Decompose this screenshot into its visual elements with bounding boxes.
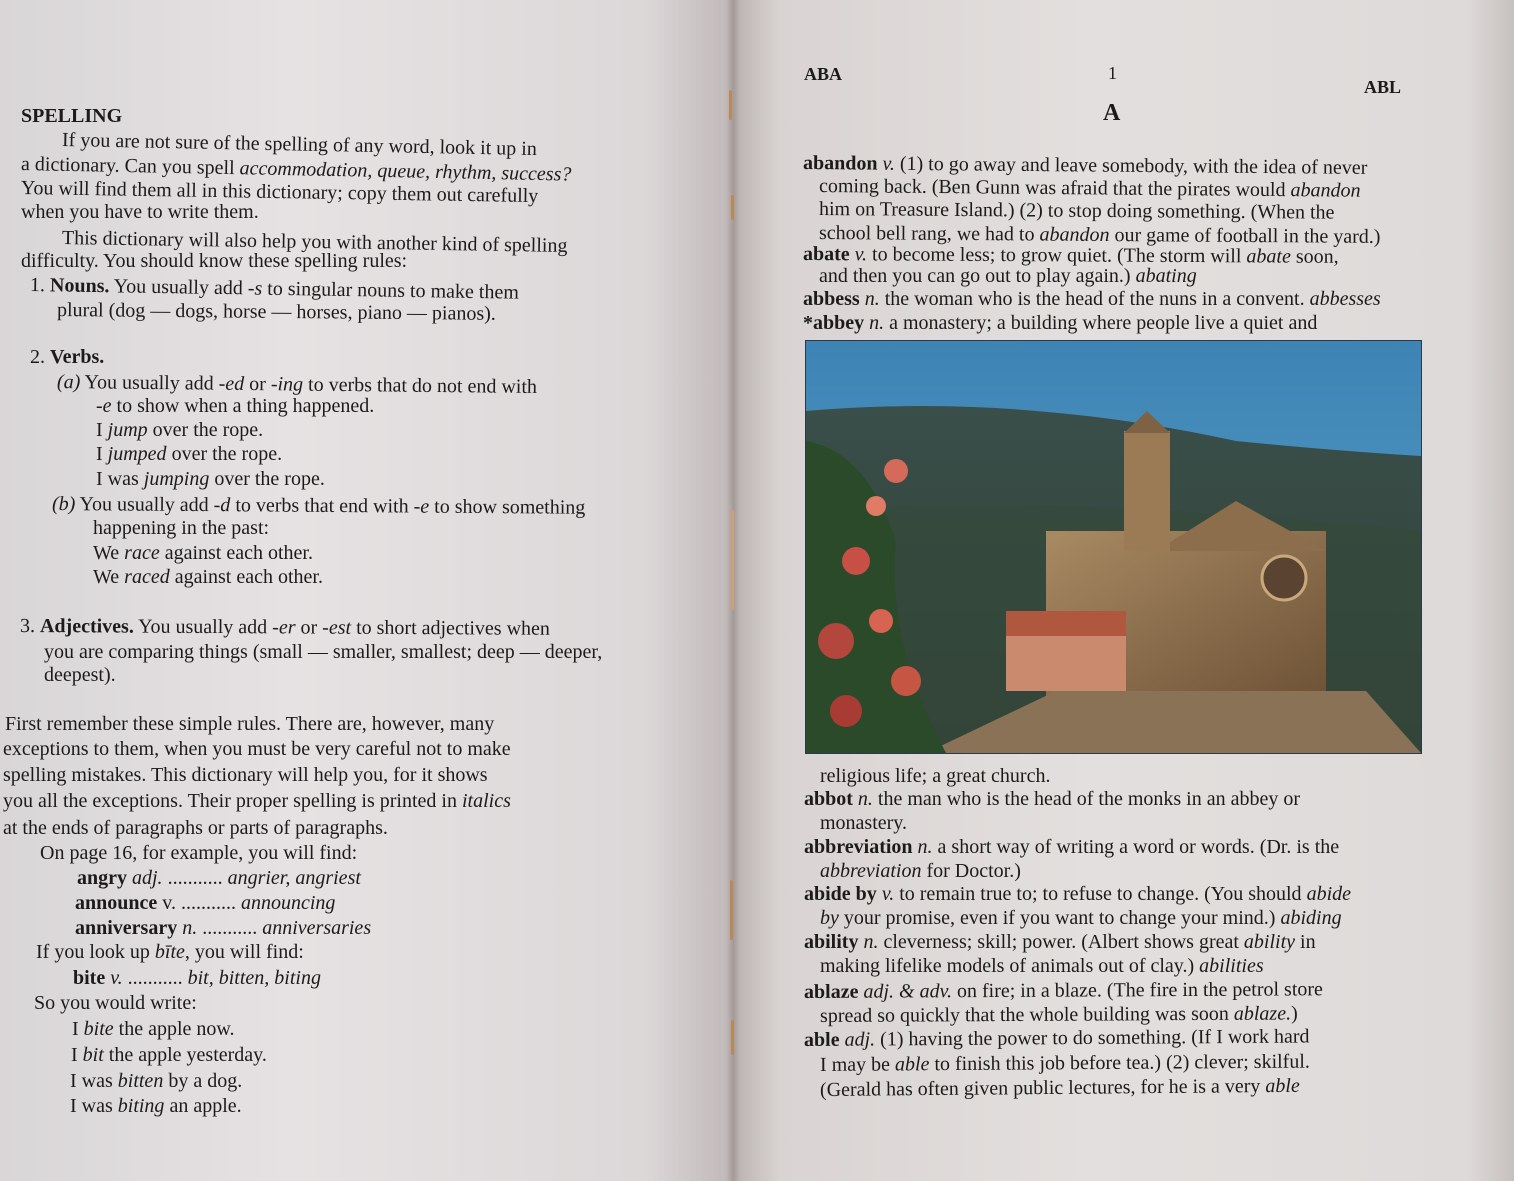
rule-verbs-title: 2. Verbs. [30,346,105,368]
entry-abandon-line-2: coming back. (Ben Gunn was afraid that the pirates would abandon [818,175,1361,202]
left-page [0,0,733,1181]
entry-ability-line-1: ability n. cleverness; skill; power. (Albert shows great ability in [804,931,1316,953]
example-entry-angry: angry adj. ........... angrier, angriest [77,867,361,889]
rule-nouns-line-2: plural (dog — dogs, horse — horses, piano — pianos). [56,299,496,325]
verbs-example-1: I jump over the rope. [96,419,264,441]
verbs-example-3: I was jumping over the rope. [96,468,325,490]
closing-line-8: So you would write: [34,992,197,1014]
verbs-example-4: We race against each other. [93,542,313,564]
entry-abate-line-2: and then you can go out to play again.) abating [819,265,1197,287]
entry-abate-line-1: abate v. to become less; to grow quiet. (The storm will abate soon, [802,243,1339,268]
intro-line-3: You will find them all in this dictionary; copy them out carefully [20,177,539,208]
rule-verbs-a-line-2: -e to show when a thing happened. [96,395,375,417]
entry-abbreviation-line-2: abbreviation for Doctor.) [820,860,1021,882]
entry-abbey-line-1: *abbey n. a monastery; a building where people live a quiet and [803,312,1318,334]
spelling-heading: SPELLING [21,105,123,127]
rule-adjectives-line-1: 3. Adjectives. You usually add -er or -est to short adjectives when [19,615,551,640]
example-entry-anniversary: anniversary n. ........... anniversaries [75,917,372,939]
rule-adjectives-line-3: deepest). [44,664,116,686]
entry-abandon-line-1: abandon v. (1) to go away and leave somebody, with the idea of never [802,152,1368,179]
entry-abbess: abbess n. the woman who is the head of the nuns in a convent. abbesses [803,288,1381,310]
running-head-left: ABA [804,64,843,84]
intro-line-6: difficulty. You should know these spelling rules: [21,250,408,272]
write-example-1: I bite the apple now. [72,1018,235,1040]
closing-line-4: you all the exceptions. Their proper spelling is printed in italics [3,790,511,812]
closing-line-1: First remember these simple rules. There are, however, many [5,713,495,735]
write-example-4: I was biting an apple. [70,1095,242,1117]
closing-line-5: at the ends of paragraphs or parts of paragraphs. [3,817,388,839]
entry-abide-line-1: abide by v. to remain true to; to refuse to change. (You should abide [804,883,1351,905]
entry-abbreviation-line-1: abbreviation n. a short way of writing a word or words. (Dr. is the [804,836,1340,858]
entry-ablaze-line-2: spread so quickly that the whole building was soon ablaze.) [819,1002,1298,1027]
section-letter: A [1103,100,1121,126]
write-example-3: I was bitten by a dog. [70,1070,243,1092]
example-entry-announce: announce v. ........... announcing [75,892,336,914]
entry-abandon-line-3: him on Treasure Island.) (2) to stop doing something. (When the [818,198,1335,224]
binding-stitch [729,90,732,120]
entry-able-line-2: I may be able to finish this job before tea.) (2) clever; skilful. [819,1050,1310,1076]
page-number: 1 [1108,63,1117,83]
intro-line-1: If you are not sure of the spelling of any word, look it up in [61,129,538,161]
binding-stitch [731,1020,734,1055]
running-head-right: ABL [1364,77,1402,97]
closing-line-3: spelling mistakes. This dictionary will help you, for it shows [3,764,488,786]
rule-verbs-b-line-2: happening in the past: [93,517,270,539]
verbs-example-5: We raced against each other. [93,566,323,588]
verbs-example-2: I jumped over the rope. [96,443,283,465]
entry-abbot-line-2: monastery. [820,812,908,834]
entry-able-line-3: (Gerald has often given public lectures, for he is a very able [819,1074,1300,1101]
closing-line-6: On page 16, for example, you will find: [40,842,358,864]
write-example-2: I bit the apple yesterday. [71,1044,267,1066]
binding-stitch [730,880,733,940]
rule-verbs-a-line-1: (a) You usually add -ed or -ing to verbs that do not end with [56,371,538,399]
rule-verbs-b-line-1: (b) You usually add -d to verbs that end with -e to show something [51,493,586,519]
rule-nouns-line-1: 1. Nouns. You usually add -s to singular nouns to make them [29,274,520,304]
intro-line-2: a dictionary. Can you spell accommodation, queue, rhythm, success? [20,153,572,186]
abbey-photograph [805,340,1422,754]
entry-ablaze-line-1: ablaze adj. & adv. on fire; in a blaze. (The fire in the petrol store [803,978,1323,1003]
entry-able-line-1: able adj. (1) having the power to do something. (If I work hard [803,1025,1310,1051]
rule-adjectives-line-2: you are comparing things (small — smaller, smallest; deep — deeper, [44,641,603,663]
entry-abide-line-2: by your promise, even if you want to change your mind.) abiding [820,907,1342,929]
closing-line-7: If you look up bīte, you will find: [36,941,304,963]
entry-abbot-line-1: abbot n. the man who is the head of the monks in an abbey or [804,788,1301,810]
intro-line-4: when you have to write them. [21,201,259,223]
example-entry-bite: bite v. ........... bit, bitten, biting [73,967,321,989]
intro-line-5: This dictionary will also help you with another kind of spelling [61,227,568,257]
closing-line-2: exceptions to them, when you must be very careful not to make [3,738,511,760]
entry-abbey-line-2: religious life; a great church. [820,765,1051,787]
entry-ability-line-2: making lifelike models of animals out of clay.) abilities [820,955,1264,977]
binding-stitch [731,195,734,220]
binding-stitch [731,510,734,610]
entry-abandon-line-4: school bell rang, we had to abandon our game of football in the yard.) [818,222,1381,248]
